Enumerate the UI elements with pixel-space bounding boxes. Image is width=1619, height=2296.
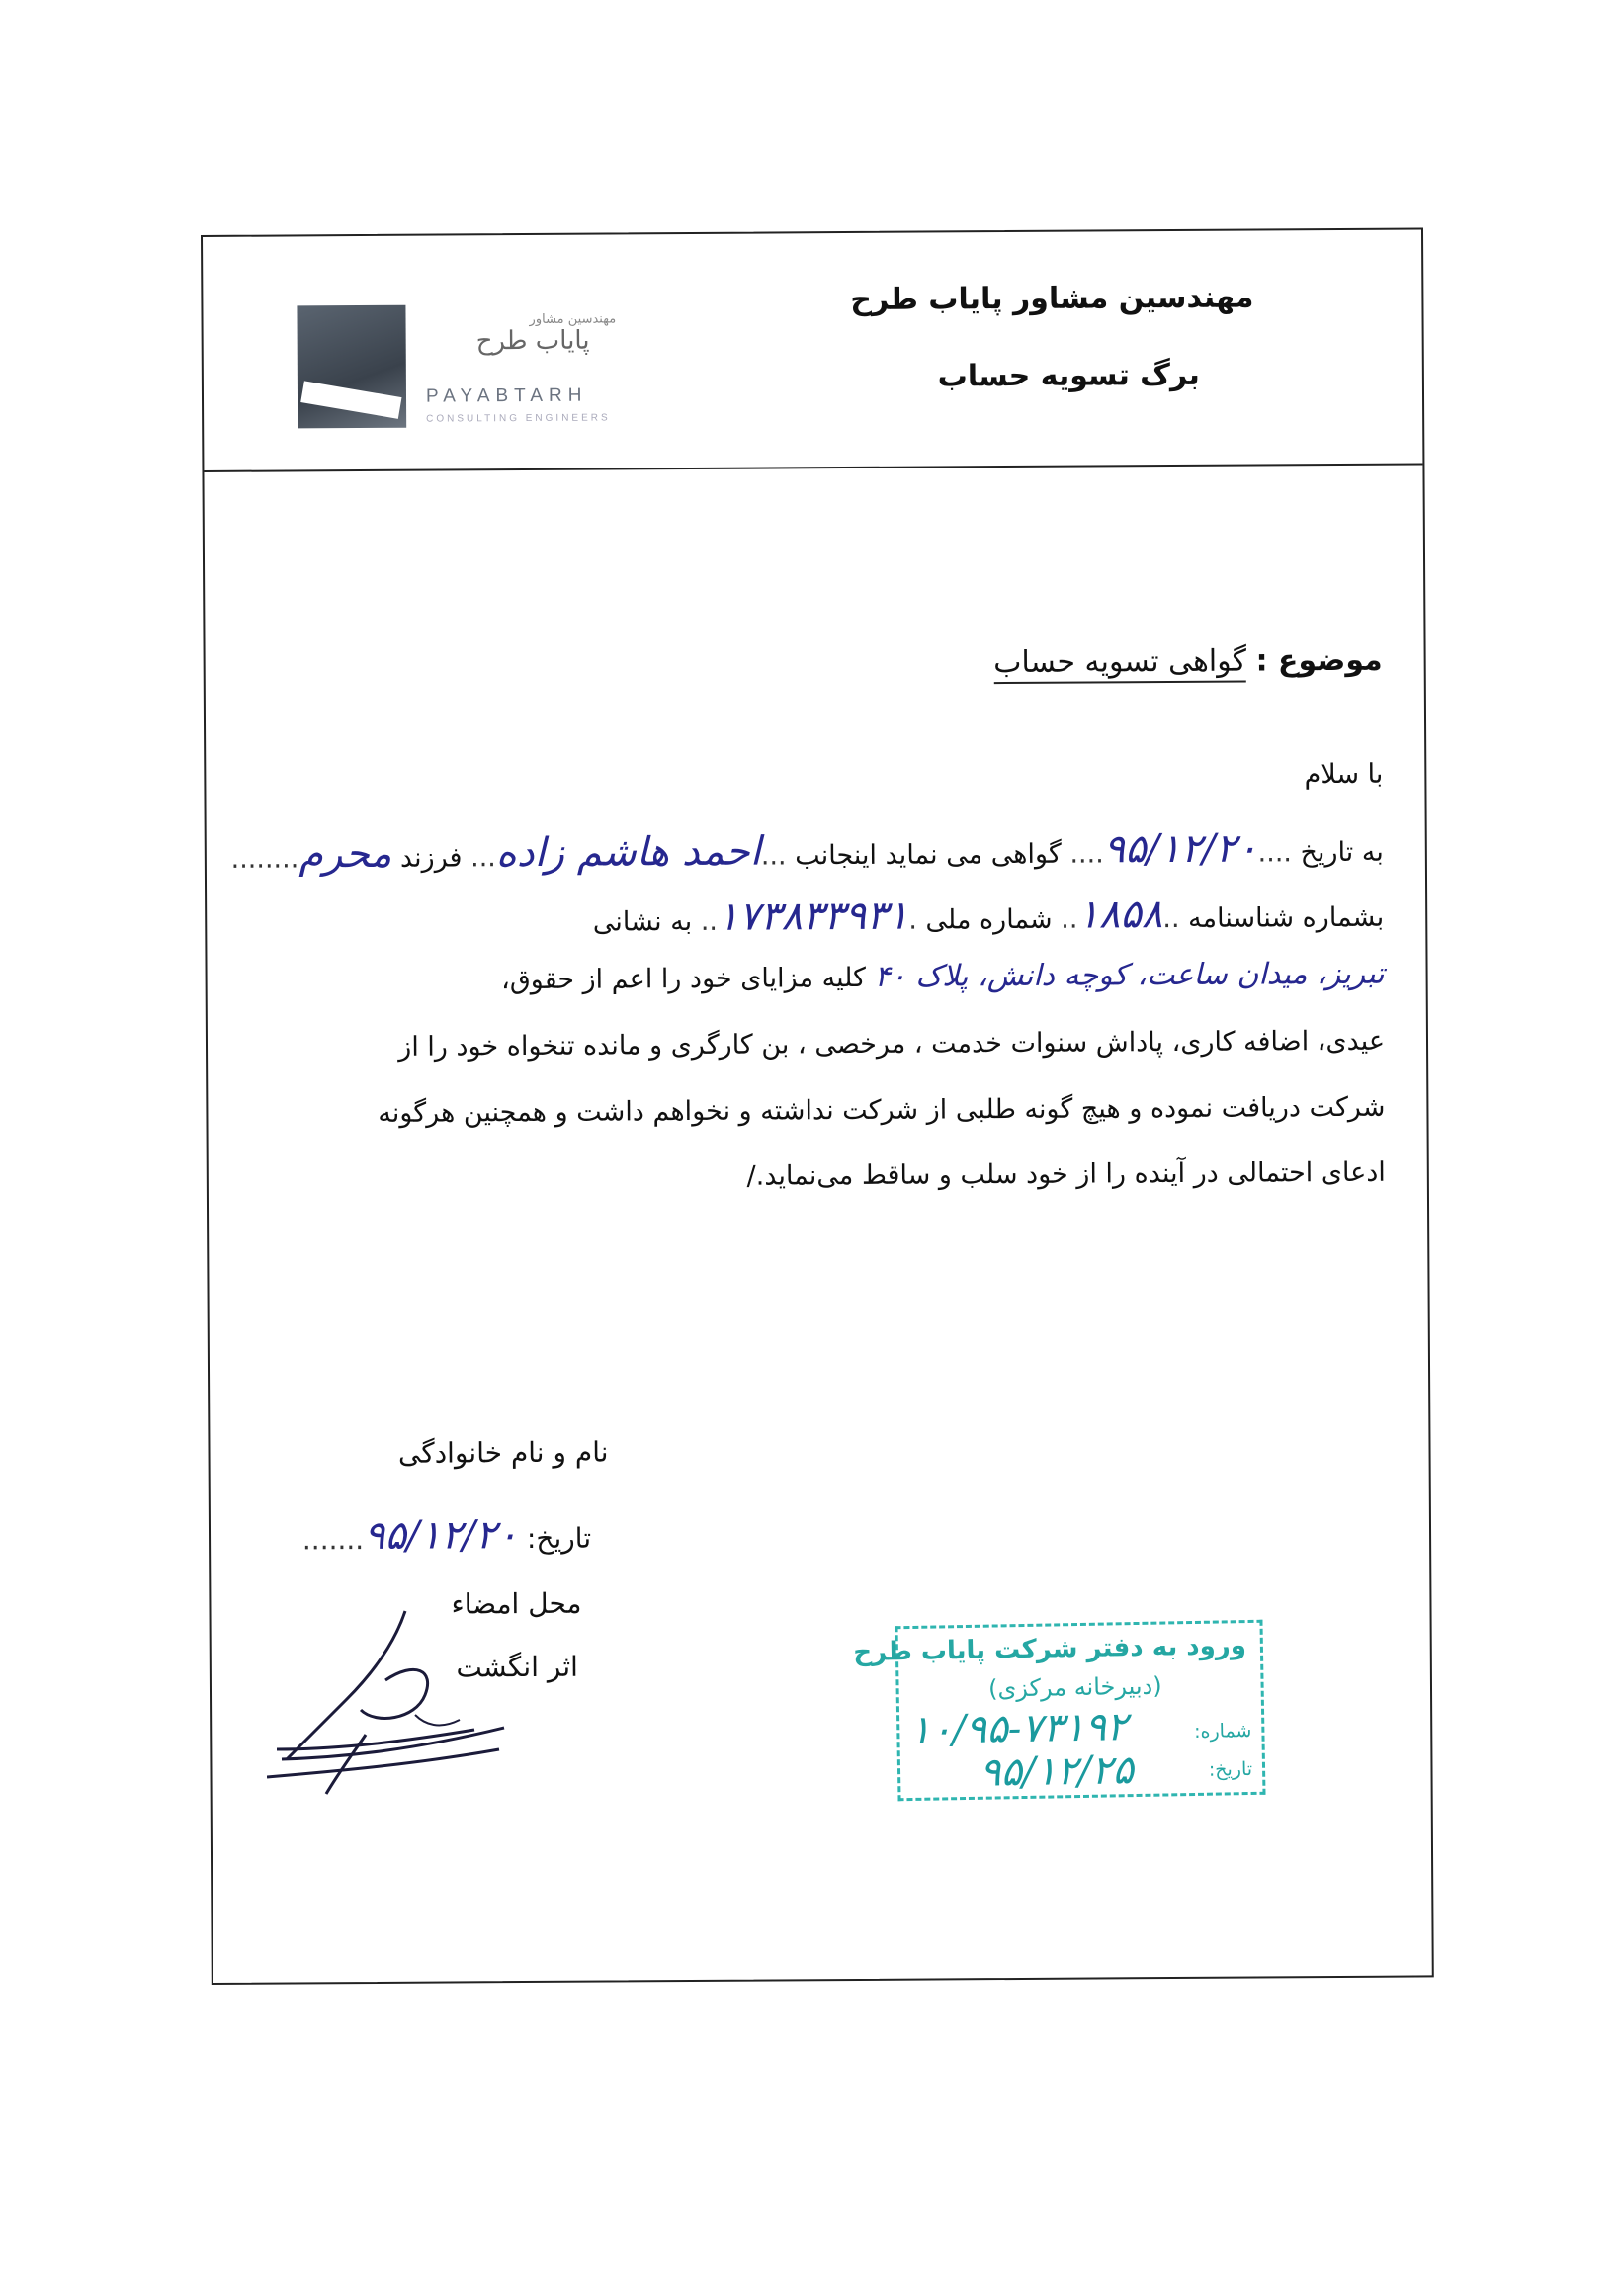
dots: .... [1069,838,1104,870]
subject-line [993,643,1383,680]
handwritten-national-id: ۱۷۳۸۳۳۹۳۱ [717,893,909,940]
stamp-number-label: شماره: [1193,1719,1252,1743]
company-name: مهندسین مشاور پایاب طرح [850,280,1254,317]
text-national-id-label: شماره ملی [925,903,1053,936]
stamp-number-value: ۱۰/۹۵-۷۳۱۹۲ [908,1704,1129,1754]
subject-value: گواهی تسویه حساب [993,644,1246,685]
sign-date-row [302,1512,592,1560]
logo-fa-name: پایاب طرح [475,325,590,357]
signature-label: محل امضاء [451,1586,582,1621]
text-address-label: به نشانی [592,905,693,938]
dots: .. [1162,902,1180,935]
logo-fa-small: مهندسین مشاور [529,311,617,327]
dots: ........ [230,843,299,875]
dots: ... [760,840,787,872]
greeting: با سلام [1304,758,1384,791]
dots: . [908,904,917,936]
handwritten-father-name: محرم [298,830,392,878]
handwritten-address: تبریز، میدان ساعت، کوچه دانش، پلاک ۴۰ [874,956,1385,994]
handwritten-name: احمد هاشم زاده [495,828,761,877]
body-line-6: ادعای احتمالی در آینده را از خود سلب و ساقط می‌نماید./ [746,1156,1386,1192]
body-line-4: عیدی، اضافه کاری، پاداش سنوات خدمت ، مرخصی ، بن کارگری و مانده تنخواه خود را از [398,1025,1386,1063]
logo-en-name: PAYABTARH [425,384,588,407]
handwritten-sign-date: ۹۵/۱۲/۲۰ [363,1512,519,1560]
dots: .. [1061,903,1078,935]
fingerprint-label: اثر انگشت [456,1650,578,1684]
text-all-benefits: کلیه مزایای خود را اعم از حقوق، [500,962,867,996]
dots: .. [700,905,719,937]
document-header [203,229,1422,472]
body-line-3 [501,957,1385,996]
registration-stamp [853,1620,1265,1801]
stamp-date-value: ۹۵/۱۲/۲۵ [979,1747,1135,1796]
dots: ....... [301,1523,365,1557]
stamp-date-label: تاریخ: [1208,1757,1253,1781]
text-id-label: بشماره شناسنامه [1188,901,1385,934]
text-child-of: فرزند [399,842,463,874]
signature-scribble [267,1601,524,1799]
dots: ... [469,842,496,874]
body-line-2 [593,891,1385,941]
body-line-5: شرکت دریافت نموده و هیچ گونه طلبی از شرکت نداشته و نخواهم داشت و همچنین هرگونه [378,1091,1386,1129]
text-certify: گواهی می نماید اینجانب [795,838,1062,872]
text-date-label: به تاریخ [1300,836,1384,869]
form-title: برگ تسویه حساب [937,357,1200,394]
body-line-1 [230,825,1384,878]
handwritten-id-number: ۱۸۵۸ [1077,892,1163,938]
logo-en-sub: CONSULTING ENGINEERS [426,412,611,425]
stamp-subtitle: (دبیرخانه مرکزی) [987,1671,1162,1703]
dots: .... [1257,837,1293,869]
name-label: نام و نام خانوادگی [397,1435,609,1470]
subject-label: موضوع : [1255,642,1383,679]
stamp-title: ورود به دفتر شرکت پایاب طرح [853,1631,1247,1667]
sign-date-label: تاریخ: [526,1521,592,1556]
handwritten-date: ۹۵/۱۲/۲۰ [1103,825,1258,873]
